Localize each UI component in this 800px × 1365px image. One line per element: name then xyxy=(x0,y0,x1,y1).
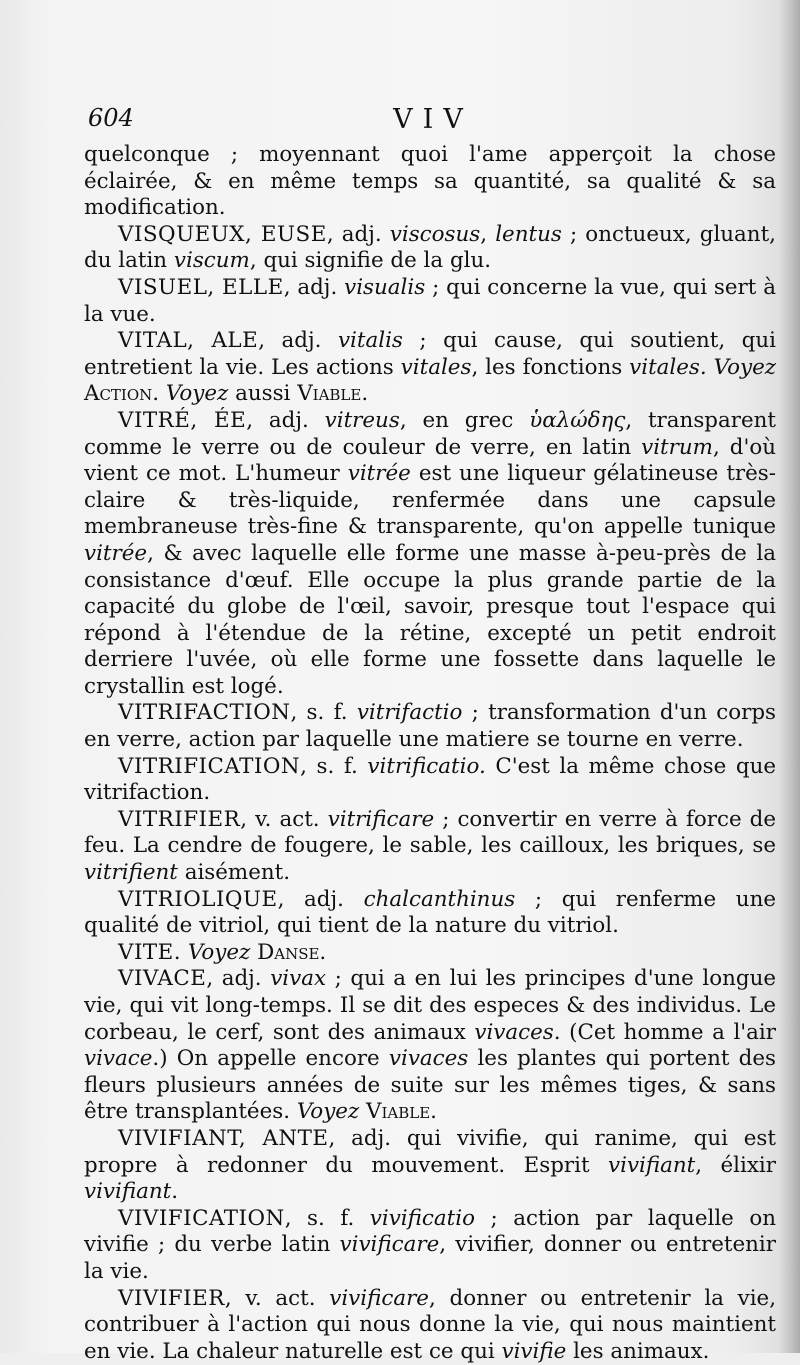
entry-text: quelconque ; moyennant quoi l'ame apperçoit la chose éclairée, & en même temps sa quantité, sa qualité & sa modification. xyxy=(84,142,776,221)
italic-term: vitrificatio. xyxy=(367,753,486,779)
entry-text: . (Cet homme a l'air xyxy=(553,1019,777,1045)
entry-text: ; convertir en verre à force de feu. La cendre de fougere, le sable, les cailloux, les briques, se xyxy=(84,806,777,859)
entry-text: aisément. xyxy=(177,860,291,886)
italic-term: vitrée xyxy=(347,461,411,487)
dictionary-entry xyxy=(84,754,776,807)
headword: VITRIFIER xyxy=(118,806,241,832)
dictionary-entry xyxy=(84,966,776,1126)
dictionary-entry xyxy=(84,222,776,275)
entry-text: est une liqueur gélatineuse très-claire & très-liquide, renfermée dans une capsule membraneuse très-fine & transparente, qu'on appelle tunique xyxy=(84,461,777,540)
entry-text: ; qui concerne la vue, qui sert à la vue. xyxy=(84,274,776,327)
entry-text: , adj. qui vivifie, qui ranime, qui est propre à redonner du mouvement. Esprit xyxy=(84,1125,776,1178)
entry-text: . xyxy=(171,1179,179,1205)
cross-reference: Action. xyxy=(84,381,160,407)
entry-text: ; transformation d'un corps en verre, action par laquelle une matiere se tourne en verre. xyxy=(84,700,777,753)
italic-term: Voyez xyxy=(187,939,251,965)
italic-term: Voyez xyxy=(296,1099,360,1125)
entry-text: les animaux. xyxy=(566,1338,710,1364)
entry-text: , adj. xyxy=(326,221,390,247)
italic-term: vivifiant xyxy=(84,1179,172,1205)
italic-term: vivificatio xyxy=(369,1205,475,1231)
page-number: 604 xyxy=(88,104,134,132)
italic-term: viscum xyxy=(173,248,250,274)
entry-text: , donner ou entretenir la vie, contribuer à l'action qui nous donne la vie, qui nous maintient en vie. La chaleur naturelle est ce qui xyxy=(84,1285,777,1364)
entry-text xyxy=(181,940,188,965)
continuation-paragraph xyxy=(84,142,776,222)
dictionary-entry xyxy=(84,408,776,701)
italic-term: vitreus xyxy=(324,407,400,433)
entry-text: , xyxy=(480,221,496,247)
headword: VITRÉ, ÉE xyxy=(118,407,247,433)
cross-reference: Viable. xyxy=(366,1099,437,1125)
entry-text: , adj. xyxy=(277,886,364,912)
italic-term: vivaces xyxy=(388,1046,469,1072)
entry-text: ; qui cause, qui soutient, qui entretient la vie. Les actions xyxy=(84,328,776,380)
headword: VISUEL, ELLE xyxy=(118,274,284,300)
entry-text: les plantes qui portent des fleurs plusieurs années de suite sur les mêmes tiges, & sans être transplantées. xyxy=(84,1046,776,1125)
entry-text: ; action par laquelle on vivifie ; du verbe latin xyxy=(84,1205,776,1258)
italic-term: ὑαλώδης xyxy=(529,407,626,433)
headword: VITRIOLIQUE xyxy=(118,886,278,912)
dictionary-entry xyxy=(84,807,776,887)
italic-term: vitalis xyxy=(337,328,403,354)
entry-text: , adj. xyxy=(206,966,271,992)
headword: VIVIFIANT, ANTE xyxy=(118,1125,329,1151)
headword: VIVACE xyxy=(118,966,207,992)
entry-text: ; onctueux, gluant, du latin xyxy=(84,221,776,274)
dictionary-entry xyxy=(84,328,776,408)
entry-text: , adj. xyxy=(246,407,325,433)
italic-term: vitrum xyxy=(641,434,713,460)
italic-term: lentus xyxy=(495,221,562,247)
entry-text: , transparent comme le verre ou de couleur de verre, en latin xyxy=(84,407,776,460)
entry-text xyxy=(159,381,166,406)
headword: VISQUEUX, EUSE xyxy=(118,221,327,247)
cross-reference: Viable. xyxy=(297,381,369,407)
headword: VIVIFICATION xyxy=(118,1205,285,1231)
entry-text: , & avec laquelle elle forme une masse à-peu-près de la consistance d'œuf. Elle occupe la plus grande partie de la capacité du globe de l'œil, savoir, presque tout l'espace qui répond à l'étendue de la rétine, excepté un petit endroit derriere l'uvée, où elle forme une fossette dans laquelle le crystallin est logé. xyxy=(84,540,776,699)
running-head: VIV xyxy=(393,104,473,135)
italic-term: vitrifient xyxy=(84,860,178,886)
entry-text xyxy=(359,1099,366,1124)
entry-text: ; qui renferme une qualité de vitriol, qui tient de la nature du vitriol. xyxy=(84,886,776,939)
cross-reference: Danse. xyxy=(257,939,327,965)
dictionary-entry xyxy=(84,1286,776,1365)
italic-term: visualis xyxy=(344,274,426,300)
entry-text: , élixir xyxy=(695,1152,776,1178)
headword: VITAL, ALE xyxy=(118,328,259,354)
italic-term: vivace xyxy=(84,1046,153,1072)
italic-term: vitrifactio xyxy=(356,700,463,726)
italic-term: vitrificare xyxy=(327,806,435,832)
headword: VIVIFIER xyxy=(118,1285,225,1311)
italic-term: vivax xyxy=(270,966,327,992)
italic-term: vivificare xyxy=(339,1232,440,1258)
entry-text: , v. act. xyxy=(224,1285,330,1311)
italic-term: chalcanthinus xyxy=(363,886,516,912)
italic-term: Voyez xyxy=(165,381,229,407)
italic-term: vitrée xyxy=(84,540,148,566)
entry-text: ; qui a en lui les principes d'une longue vie, qui vit long-temps. Il se dit des especes & des individus. Le corbeau, le cerf, sont des animaux xyxy=(84,966,777,1045)
dictionary-entry xyxy=(84,700,776,753)
italic-term: vivifiant xyxy=(608,1152,696,1178)
page-header xyxy=(88,104,778,140)
entry-text: , s. f. xyxy=(290,700,357,726)
italic-term: vivaces xyxy=(474,1019,554,1045)
entry-text: , v. act. xyxy=(240,806,328,832)
page-edge-shadow xyxy=(778,0,800,1353)
headword: VITRIFICATION xyxy=(118,753,301,779)
entry-text: , adj. xyxy=(283,274,345,300)
dictionary-text xyxy=(84,142,776,1365)
headword: VITE. xyxy=(118,939,182,965)
entry-text: , adj. xyxy=(258,328,338,354)
italic-term: viscosus xyxy=(389,221,481,247)
entry-text: , les fonctions xyxy=(471,354,630,380)
entry-text: .) On appelle encore xyxy=(152,1046,389,1072)
entry-text: , qui signifie de la glu. xyxy=(249,248,492,274)
entry-text: C'est la même chose que vitrifaction. xyxy=(84,753,777,806)
italic-term: vivificare xyxy=(329,1285,429,1311)
entry-text: aussi xyxy=(228,381,298,407)
dictionary-entry xyxy=(84,940,776,967)
entry-text: , en grec xyxy=(399,407,530,433)
italic-term: vivifie xyxy=(501,1338,567,1364)
headword: VITRIFACTION xyxy=(118,700,291,726)
dictionary-entry xyxy=(84,1126,776,1206)
entry-text: , vivifier, donner ou entretenir la vie. xyxy=(84,1232,776,1284)
entry-text: , s. f. xyxy=(284,1205,370,1231)
dictionary-entry xyxy=(84,275,776,328)
dictionary-entry xyxy=(84,1206,776,1286)
entry-text: , d'où vient ce mot. L'humeur xyxy=(84,434,776,487)
italic-term: vitales xyxy=(400,354,472,380)
entry-text: , s. f. xyxy=(300,753,368,779)
dictionary-entry xyxy=(84,887,776,940)
italic-term: vitales. Voyez xyxy=(629,354,776,380)
